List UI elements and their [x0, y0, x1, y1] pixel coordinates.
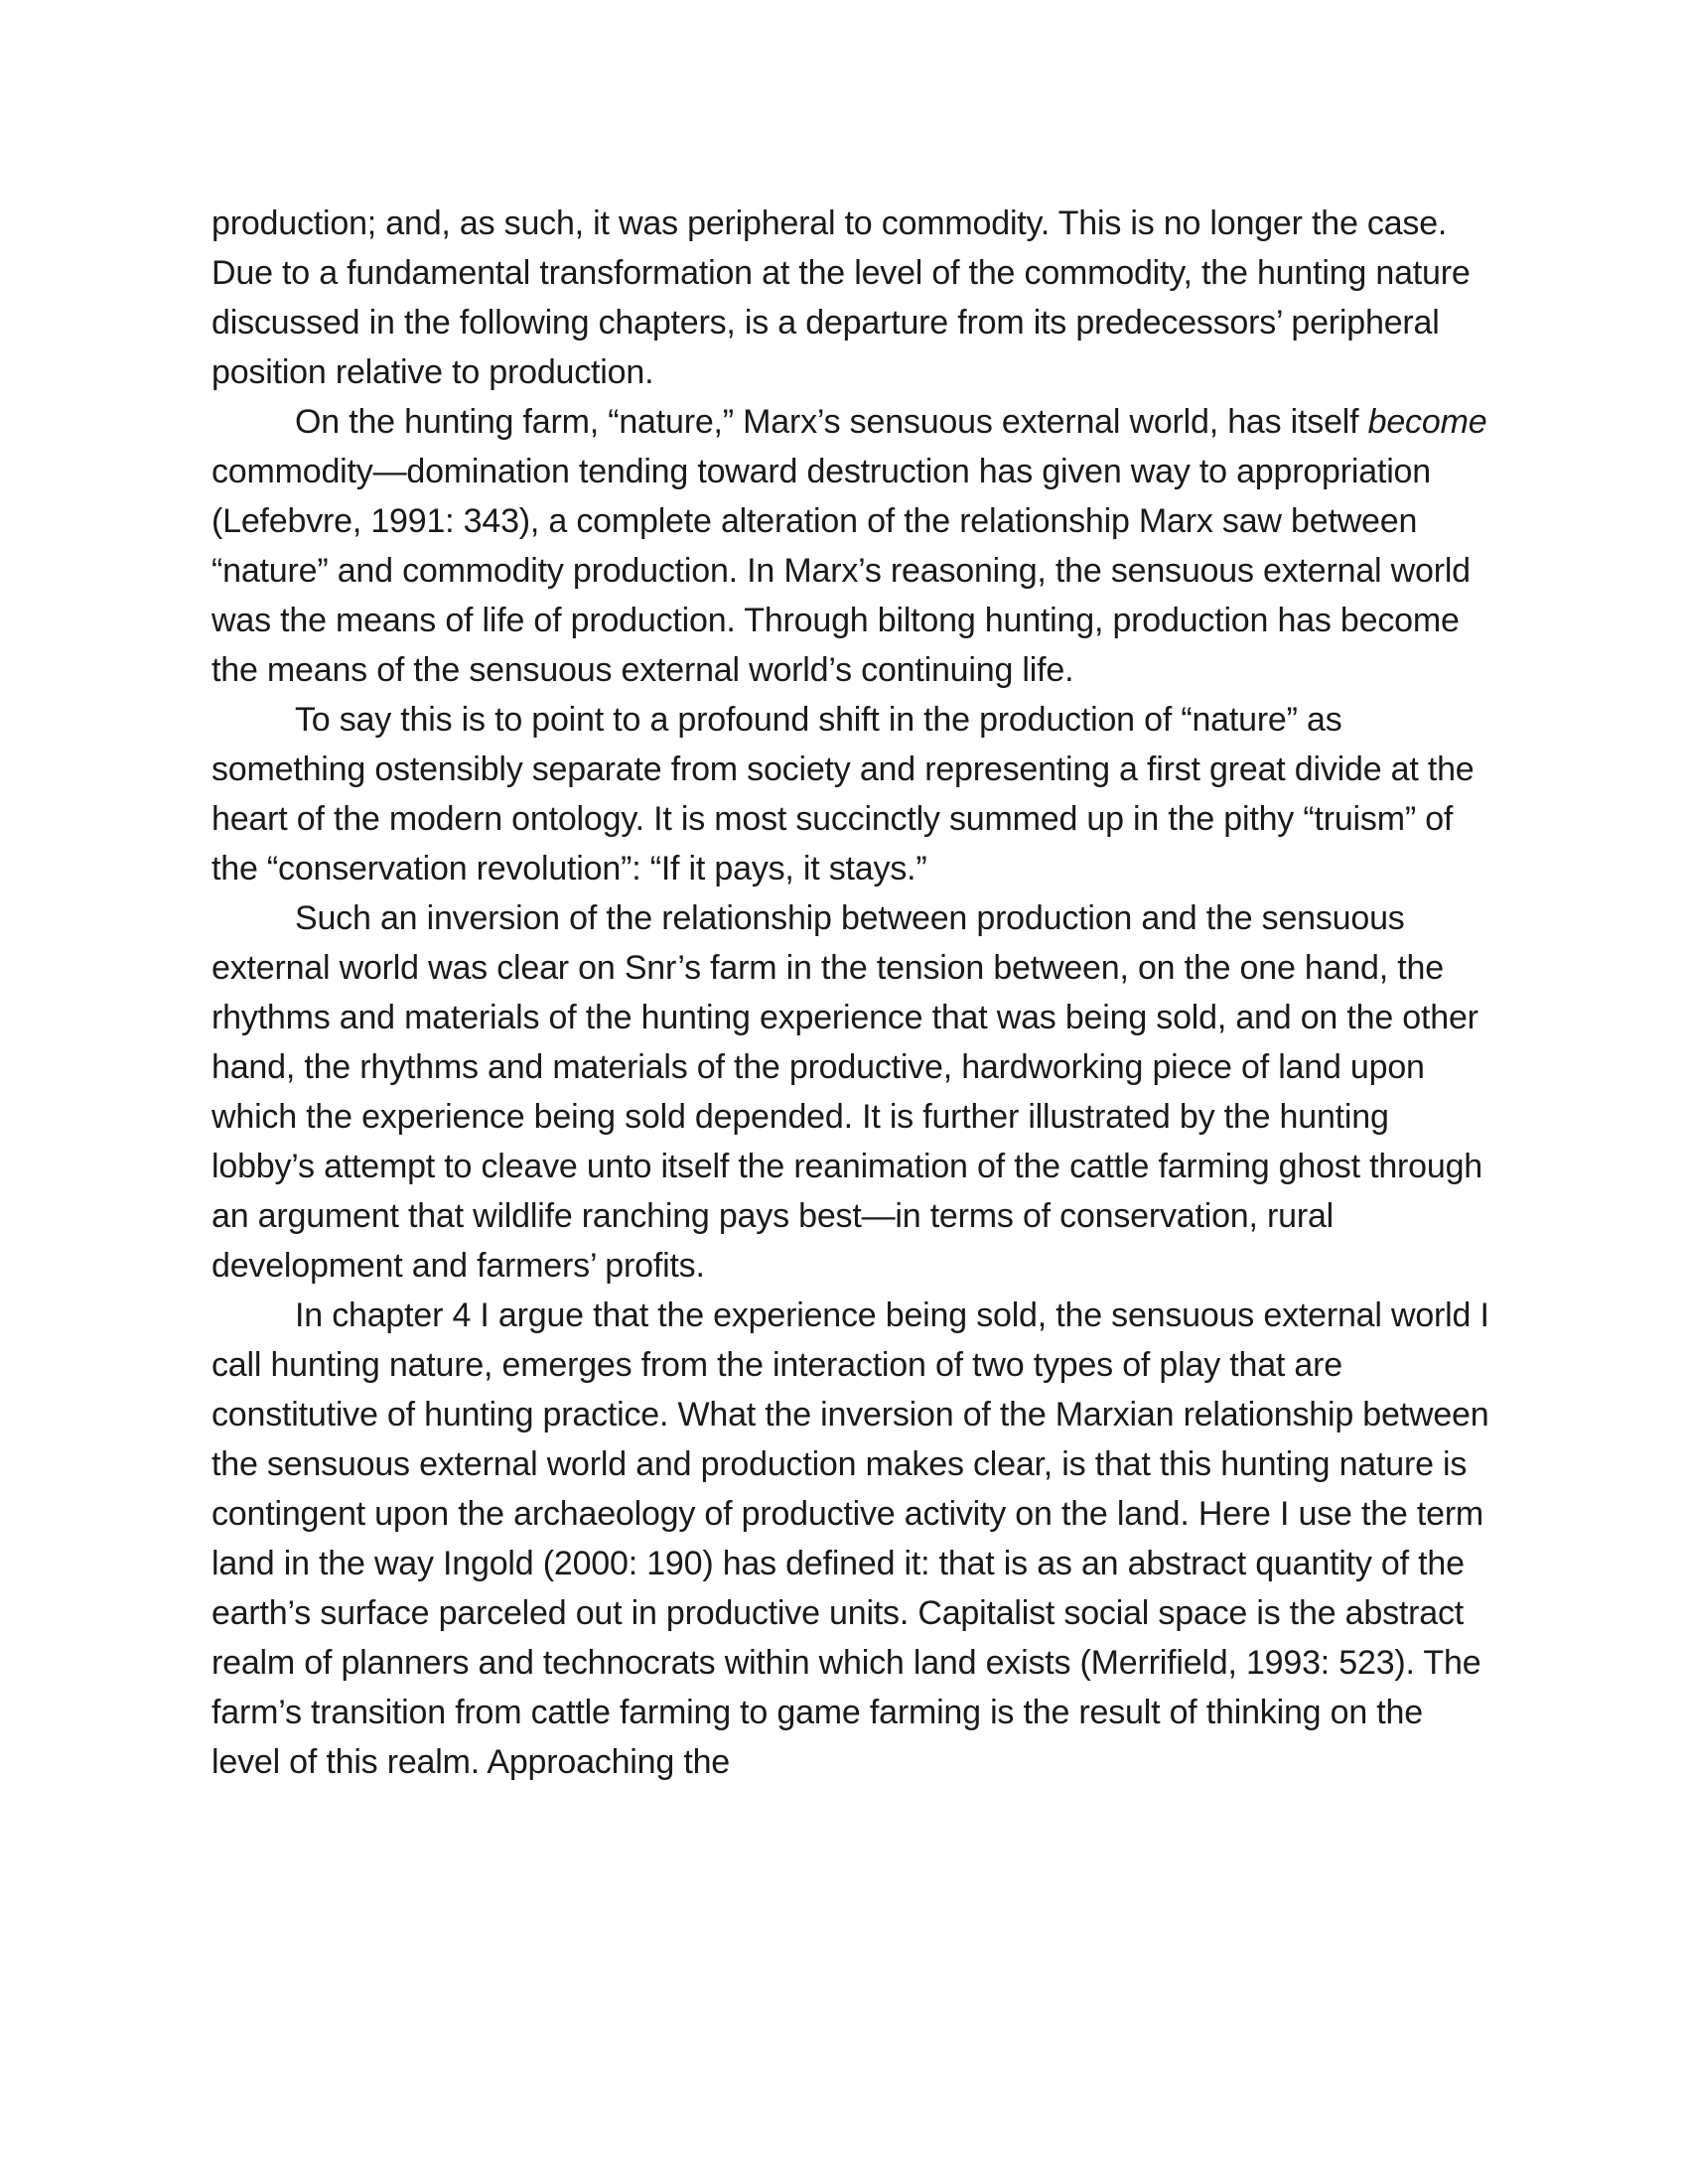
- document-page: [211, 199, 1492, 1787]
- paragraph-5: [211, 1291, 1492, 1787]
- paragraph-1-text: production; and, as such, it was peripheral to commodity. This is no longer the case. Due to a fundamental transformation at the level of the commodity, the hunting nature discussed in the following chapters, is a departure from its predecessors’ peripheral position relative to production.: [211, 205, 1471, 391]
- paragraph-1: [211, 199, 1492, 397]
- paragraph-4-text: Such an inversion of the relationship between production and the sensuous external world was clear on Snr’s farm in the tension between, on the one hand, the rhythms and materials of the hunting experience that was being sold, and on the other hand, the rhythms and materials of the productive, hardworking piece of land upon which the experience being sold depended. It is further illustrated by the hunting lobby’s attempt to cleave unto itself the reanimation of the cattle farming ghost through an argument that wildlife ranching pays best—in terms of conservation, rural development and farmers’ profits.: [211, 899, 1482, 1285]
- paragraph-2: [211, 397, 1492, 695]
- paragraph-3: [211, 695, 1492, 893]
- paragraph-2-text-b: commodity—domination tending toward destruction has given way to appropriation (Lefebvre, 1991: 343), a complete alteration of the relationship Marx saw between “nature” and commodity production. In Marx’s reasoning, the sensuous external world was the means of life of production. Through biltong hunting, production has become the means of the sensuous external world’s continuing life.: [211, 453, 1471, 689]
- paragraph-3-text: To say this is to point to a profound shift in the production of “nature” as something ostensibly separate from society and representing a first great divide at the heart of the modern ontology. It is most succinctly summed up in the pithy “truism” of the “conservation revolution”: “If it pays, it stays.”: [211, 701, 1475, 887]
- paragraph-5-text: In chapter 4 I argue that the experience being sold, the sensuous external world I call hunting nature, emerges from the interaction of two types of play that are constitutive of hunting practice. What the inversion of the Marxian relationship between the sensuous external world and production makes clear, is that this hunting nature is contingent upon the archaeology of productive activity on the land. Here I use the term land in the way Ingold (2000: 190) has defined it: that is as an abstract quantity of the earth’s surface parceled out in productive units. Capitalist social space is the abstract realm of planners and technocrats within which land exists (Merrifield, 1993: 523). The farm’s transition from cattle farming to game farming is the result of thinking on the level of this realm. Approaching the: [211, 1297, 1489, 1781]
- paragraph-2-emphasis-become: become: [1367, 403, 1487, 441]
- paragraph-2-text-a: On the hunting farm, “nature,” Marx’s sensuous external world, has itself: [295, 403, 1368, 441]
- paragraph-4: [211, 893, 1492, 1291]
